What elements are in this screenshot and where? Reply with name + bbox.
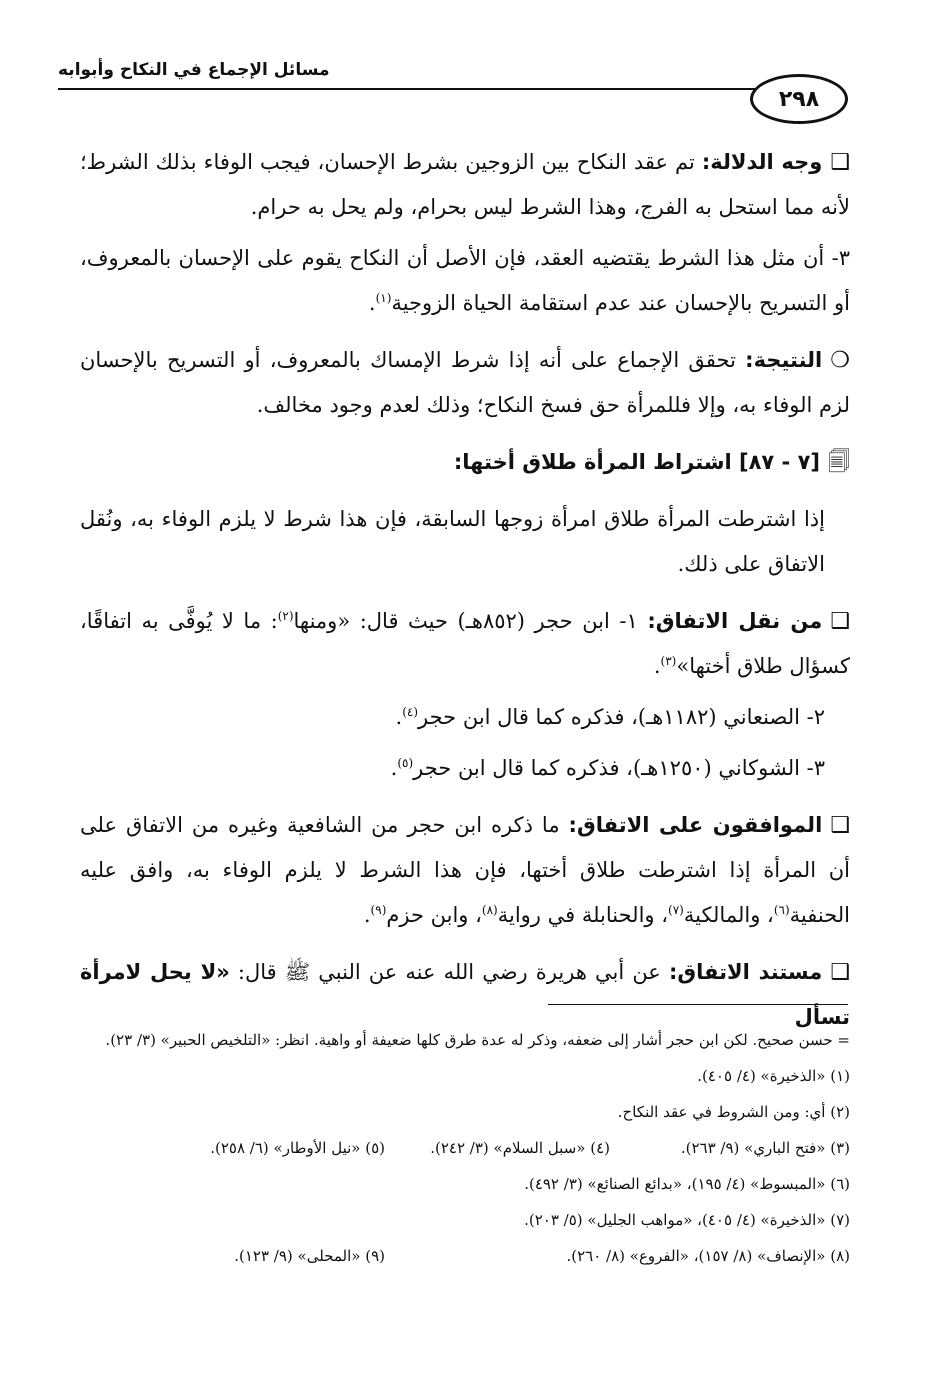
page-header <box>58 56 848 136</box>
footnote-7: (٧) «الذخيرة» (٤/ ٤٠٥)، «مواهب الجليل» (٥/ ٢٠٣). <box>524 1211 850 1229</box>
paragraph-evidence <box>80 140 850 230</box>
footnote-4: (٤) «سبل السلام» (٣/ ٢٤٢). <box>430 1139 610 1157</box>
square-bullet-icon: ❑ <box>830 150 850 175</box>
footnote-row-3-5 <box>80 1130 850 1166</box>
main-text <box>80 140 850 1052</box>
square-bullet-icon: ❑ <box>830 609 850 634</box>
footnote-6: (٦) «المبسوط» (٤/ ١٩٥)، «بدائع الصنائع» (٣/ ٤٩٢). <box>524 1175 850 1193</box>
footnote-2: (٢) أي: ومن الشروط في عقد النكاح. <box>617 1103 850 1121</box>
header-rule <box>58 88 758 90</box>
running-title: مسائل الإجماع في النكاح وأبوابه <box>58 60 330 80</box>
footnote-5: (٥) «نيل الأوطار» (٦/ ٢٥٨). <box>210 1139 385 1157</box>
footnotes <box>80 1022 850 1274</box>
footnote-row-8-9 <box>80 1238 850 1274</box>
paragraph-basis: ❑مستند الاتفاق: عن أبي هريرة رضي الله عنه عن النبي ﷺ قال: «لا يحل لامرأة تسأل <box>80 950 850 1040</box>
page-number: ٢٩٨ <box>778 86 820 112</box>
paragraph-point-3: ٣- أن مثل هذا الشرط يقتضيه العقد، فإن الأصل أن النكاح يقوم على الإحسان بالمعروف، أو التسريح بالإحسان عند عدم استقامة الحياة الزوجية$^{(١)}$. <box>80 246 850 315</box>
footnote-9: (٩) «المحلى» (٩/ ١٢٣). <box>234 1247 385 1265</box>
paragraph-shawkani: ٣- الشوكاني (١٢٥٠هـ)، فذكره كما قال ابن حجر$^{(٥)}$. <box>390 756 825 780</box>
paragraph-result: ❍النتيجة: تحقق الإجماع على أنه إذا شرط الإمساك بالمعروف، أو التسريح بالإحسان لزم الوفاء به، وإلا فللمرأة حق فسخ النكاح؛ وذلك لعدم وجود مخالف. <box>80 338 850 428</box>
footnote-separator <box>548 1004 848 1005</box>
page-number-badge <box>750 74 848 124</box>
paragraph-transmitters: ❑من نقل الاتفاق: ١- ابن حجر (٨٥٢هـ) حيث قال: «ومنها$^{(٢)}$: ما لا يُوفَّى به اتفاقًا، كسؤال طلاق أختها»$^{(٣)}$. <box>80 599 850 689</box>
label-result: النتيجة: <box>745 348 823 372</box>
section-heading: 🗐[٧ - ٨٧] اشتراط المرأة طلاق أختها: <box>80 440 850 485</box>
square-bullet-icon: ❑ <box>830 960 850 985</box>
footnote-3: (٣) «فتح الباري» (٩/ ٢٦٣). <box>680 1139 850 1157</box>
footnote-8: (٨) «الإنصاف» (٨/ ١٥٧)، «الفروع» (٨/ ٢٦٠). <box>566 1247 850 1265</box>
paragraph-agreeing: ❑الموافقون على الاتفاق: ما ذكره ابن حجر من الشافعية وغيره من الاتفاق على أن المرأة إذا اشترطت طلاق أختها، فإن هذا الشرط لا يلزم الوفاء به، وافق عليه الحنفية$^{(٦)}$، والمالكية$^{(٧)}$، والحنابلة في رواية$^{(٨)}$، وابن حزم$^{(٩)}$. <box>80 803 850 938</box>
footnote-continuation: = حسن صحيح. لكن ابن حجر أشار إلى ضعفه، وذكر له عدة طرق كلها ضعيفة أو واهية. انظر: «التلخيص الحبير» (٣/ ٢٣). <box>105 1031 850 1049</box>
circle-bullet-icon: ❍ <box>830 348 850 373</box>
text-evidence: تم عقد النكاح بين الزوجين بشرط الإحسان، فيجب الوفاء بذلك الشرط؛ لأنه مما استحل به الفرج، وهذا الشرط ليس بحرام، ولم يحل به حرام. <box>80 150 850 219</box>
paragraph-sanani: ٢- الصنعاني (١١٨٢هـ)، فذكره كما قال ابن حجر$^{(٤)}$. <box>395 705 825 729</box>
document-stack-icon: 🗐 <box>828 450 850 475</box>
label-evidence: وجه الدلالة: <box>701 150 823 174</box>
footnote-1: (١) «الذخيرة» (٤/ ٤٠٥). <box>697 1067 850 1085</box>
paragraph-intro: إذا اشترطت المرأة طلاق امرأة زوجها السابقة، فإن هذا شرط لا يلزم الوفاء به، ونُقل الاتفاق على ذلك. <box>80 507 825 576</box>
square-bullet-icon: ❑ <box>830 813 850 838</box>
footnote-ref: (١) <box>375 291 392 305</box>
